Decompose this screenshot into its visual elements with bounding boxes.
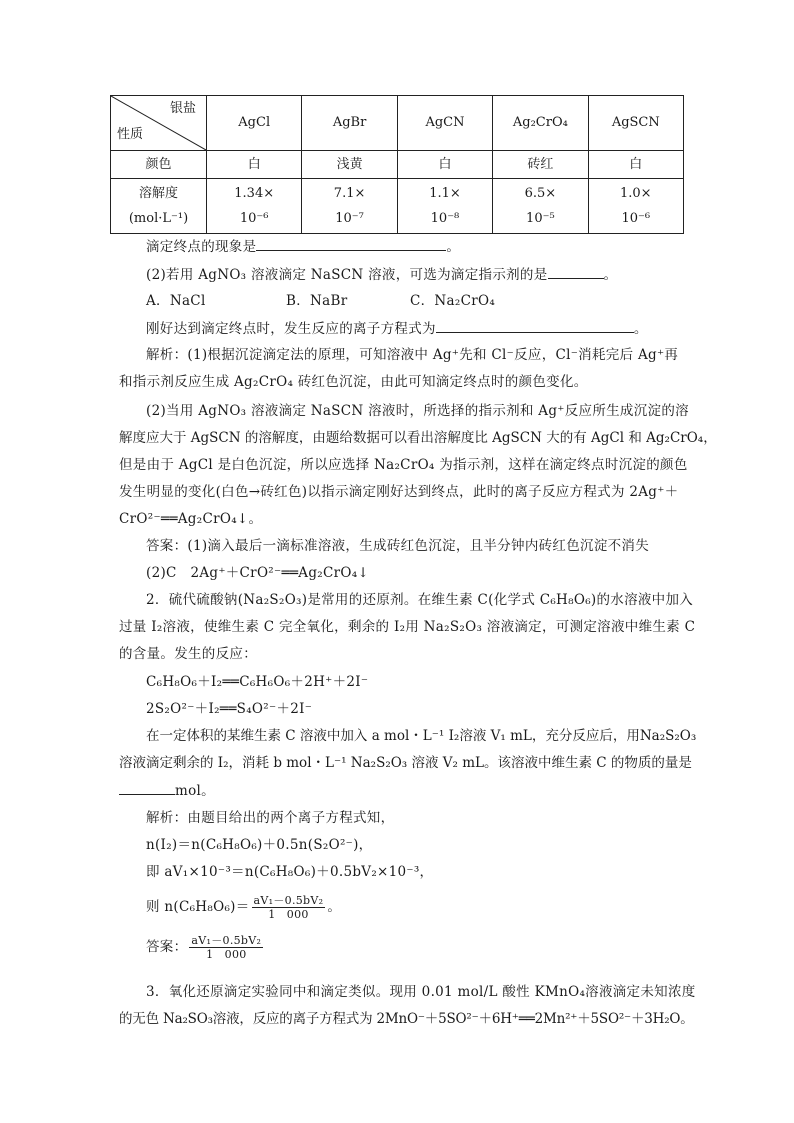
- row-label-color: 颜色: [111, 151, 207, 179]
- problem-2-line-6: mol。: [119, 780, 215, 801]
- answer-3: 答案： $\frac{\text{aV₁－0.5bV₂}}{1 000}$: [146, 934, 262, 961]
- solubility-label: 溶解度: [138, 186, 178, 201]
- analysis-3-line-3: 即 aV₁×10⁻³＝n(C₆H₈O₆)＋0.5bV₂×10⁻³，: [146, 864, 434, 880]
- solubility-table: [110, 95, 684, 234]
- solubility-cell: 1.34× 10⁻⁶: [207, 179, 302, 234]
- solubility-cell: 7.1× 10⁻⁷: [302, 179, 397, 234]
- option-a: A．NaCl: [146, 293, 206, 309]
- row-label-solubility: [111, 179, 207, 234]
- option-c: C．Na₂CrO₄: [410, 293, 496, 309]
- reaction-1: C₆H₈O₆＋I₂══C₆H₆O₆＋2H⁺＋2I⁻: [146, 674, 369, 690]
- analysis-3-line-2: n(I₂)＝n(C₆H₈O₆)＋0.5n(S₂O²⁻)，: [146, 837, 373, 853]
- table-corner-cell: [111, 96, 207, 151]
- color-cell: 浅黄: [302, 151, 397, 179]
- color-cell: 砖红: [493, 151, 588, 179]
- question-2: (2)若用 AgNO₃ 溶液滴定 NaSCN 溶液，可选为滴定指示剂的是 。: [146, 264, 617, 285]
- color-cell: 白: [588, 151, 683, 179]
- analysis-3-line-4: 则 n(C₆H₈O₆)＝ $\frac{\text{aV₁－0.5bV₂}}{1 000}$ 。: [146, 894, 342, 921]
- problem-2-line-5: 溶液滴定剩余的 I₂，消耗 b mol・L⁻¹ Na₂S₂O₃ 溶液 V₂ mL。该溶液中维生素 C 的物质的量是: [119, 755, 692, 771]
- header-cell: AgSCN: [588, 96, 683, 151]
- solubility-unit: (mol·L⁻¹): [128, 211, 189, 226]
- answer-blank: [436, 318, 634, 333]
- fraction: $\frac{\text{aV₁－0.5bV₂}}{1 000}$: [253, 894, 324, 921]
- answer-blank: [256, 236, 446, 251]
- analysis-1-line-2: 和指示剂反应生成 Ag₂CrO₄ 砖红色沉淀，由此可知滴定终点时的颜色变化。: [119, 374, 588, 390]
- problem-3-line-1: 3．氧化还原滴定实验同中和滴定类似。现用 0.01 mol/L 酸性 KMnO₄溶液滴定未知浓度: [146, 984, 696, 1000]
- question-1-endpoint: 滴定终点的现象是 。: [146, 236, 460, 257]
- problem-2-line-3: 的含量。发生的反应：: [119, 646, 257, 662]
- table-row-color: [111, 151, 684, 179]
- table-header-row: [111, 96, 684, 151]
- analysis-2-line-5: CrO²⁻══Ag₂CrO₄↓。: [119, 511, 263, 527]
- corner-label-salt: 银盐: [169, 101, 196, 116]
- header-cell: AgCl: [207, 96, 302, 151]
- analysis-2-line-3: 但是由于 AgCl 是白色沉淀，所以应选择 Na₂CrO₄ 为指示剂，这样在滴定终点时沉淀的颜色: [119, 457, 688, 473]
- fraction: $\frac{\text{aV₁－0.5bV₂}}{1 000}$: [191, 934, 262, 961]
- header-cell: Ag₂CrO₄: [493, 96, 588, 151]
- color-cell: 白: [207, 151, 302, 179]
- answer-1: 答案：(1)滴入最后一滴标准溶液，生成砖红色沉淀，且半分钟内砖红色沉淀不消失: [146, 538, 650, 554]
- option-b: B．NaBr: [286, 293, 348, 309]
- solubility-cell: 6.5× 10⁻⁵: [493, 179, 588, 234]
- problem-2-line-4: 在一定体积的某维生素 C 溶液中加入 a mol・L⁻¹ I₂溶液 V₁ mL，充分反应后，用Na₂S₂O₃: [146, 728, 697, 744]
- analysis-2-line-4: 发生明显的变化(白色→砖红色)以指示滴定刚好达到终点，此时的离子反应方程式为 2Ag⁺＋: [119, 484, 679, 500]
- solubility-cell: 1.1× 10⁻⁸: [397, 179, 492, 234]
- answer-blank: [119, 780, 175, 795]
- answer-blank: [548, 264, 604, 279]
- corner-label-property: 性质: [117, 127, 144, 142]
- table-row-solubility: [111, 179, 684, 234]
- question-2-equation: 刚好达到滴定终点时，发生反应的离子方程式为 。: [146, 318, 648, 339]
- reaction-2: 2S₂O²⁻＋I₂══S₄O²⁻＋2I⁻: [146, 701, 313, 717]
- analysis-3-line-1: 解析：由题目给出的两个离子方程式知，: [146, 810, 395, 826]
- header-cell: AgBr: [302, 96, 397, 151]
- problem-2-line-1: 2．硫代硫酸钠(Na₂S₂O₃)是常用的还原剂。在维生素 C(化学式 C₆H₈O₆)的水溶液中加入: [146, 592, 694, 608]
- color-cell: 白: [397, 151, 492, 179]
- header-cell: AgCN: [397, 96, 492, 151]
- analysis-2-line-1: (2)当用 AgNO₃ 溶液滴定 NaSCN 溶液时，所选择的指示剂和 Ag⁺反应所生成沉淀的溶: [146, 403, 689, 419]
- problem-3-line-2: 的无色 Na₂SO₃溶液，反应的离子方程式为 2MnO⁻＋5SO²⁻＋6H⁺══2Mn²⁺＋5SO²⁻＋3H₂O。: [119, 1011, 694, 1027]
- analysis-1-line-1: 解析：(1)根据沉淀滴定法的原理，可知溶液中 Ag⁺先和 Cl⁻反应，Cl⁻消耗完后 Ag⁺再: [146, 347, 679, 363]
- solubility-cell: 1.0× 10⁻⁶: [588, 179, 683, 234]
- answer-2: (2)C 2Ag⁺＋CrO²⁻══Ag₂CrO₄↓: [146, 565, 370, 581]
- analysis-2-line-2: 解度应大于 AgSCN 的溶解度，由题给数据可以看出溶解度比 AgSCN 大的有 AgCl 和 Ag₂CrO₄，: [119, 430, 717, 446]
- problem-2-line-2: 过量 I₂溶液，使维生素 C 完全氧化，剩余的 I₂用 Na₂S₂O₃ 溶液滴定，可测定溶液中维生素 C: [119, 619, 696, 635]
